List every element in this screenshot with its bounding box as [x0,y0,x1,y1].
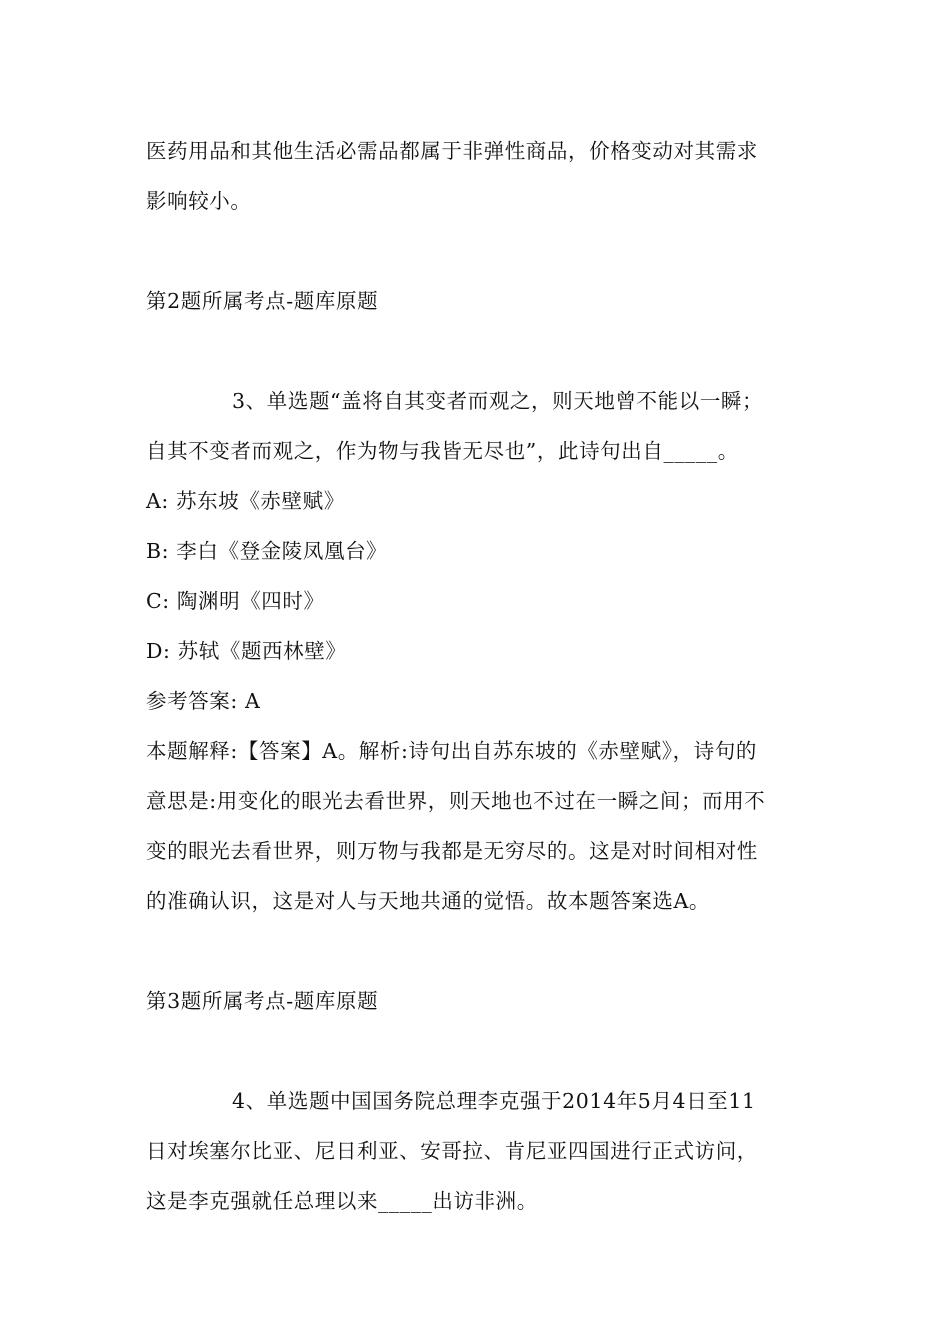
question-3-stem-line-1: 3、单选题“盖将自其变者而观之，则天地曾不能以一瞬； [232,389,764,413]
question-3-explanation-line-4: 的准确认识，这是对人与天地共通的觉悟。故本题答案选A。 [146,889,711,913]
prev-explanation-line-1: 医药用品和其他生活必需品都属于非弹性商品，价格变动对其需求 [146,139,758,163]
question-3-explanation-line-3: 变的眼光去看世界，则万物与我都是无穷尽的。这是对时间相对性 [146,839,758,863]
question-3-option-d: D: 苏轼《题西林壁》 [146,639,347,663]
question-3-option-b: B: 李白《登金陵凤凰台》 [146,539,388,563]
question-3-explanation-line-2: 意思是:用变化的眼光去看世界，则天地也不过在一瞬之间；而用不 [146,789,766,813]
question-3-option-c: C: 陶渊明《四时》 [146,589,325,613]
question-2-topic: 第2题所属考点-题库原题 [146,289,379,313]
question-3-answer: 参考答案: A [146,689,261,713]
question-3-topic: 第3题所属考点-题库原题 [146,989,379,1013]
question-3-stem-line-2: 自其不变者而观之，作为物与我皆无尽也”，此诗句出自_____。 [146,439,739,463]
question-4-stem-line-2: 日对埃塞尔比亚、尼日利亚、安哥拉、肯尼亚四国进行正式访问， [146,1139,758,1163]
prev-explanation-line-2: 影响较小。 [146,189,252,213]
question-4-stem-line-1: 4、单选题中国国务院总理李克强于2014年5月4日至11 [232,1089,756,1113]
question-3-explanation-line-1: 本题解释:【答案】A。解析:诗句出自苏东坡的《赤壁赋》，诗句的 [146,739,757,763]
question-4-stem-line-3: 这是李克强就任总理以来_____出访非洲。 [146,1189,538,1213]
question-3-option-a: A: 苏东坡《赤壁赋》 [146,489,345,513]
